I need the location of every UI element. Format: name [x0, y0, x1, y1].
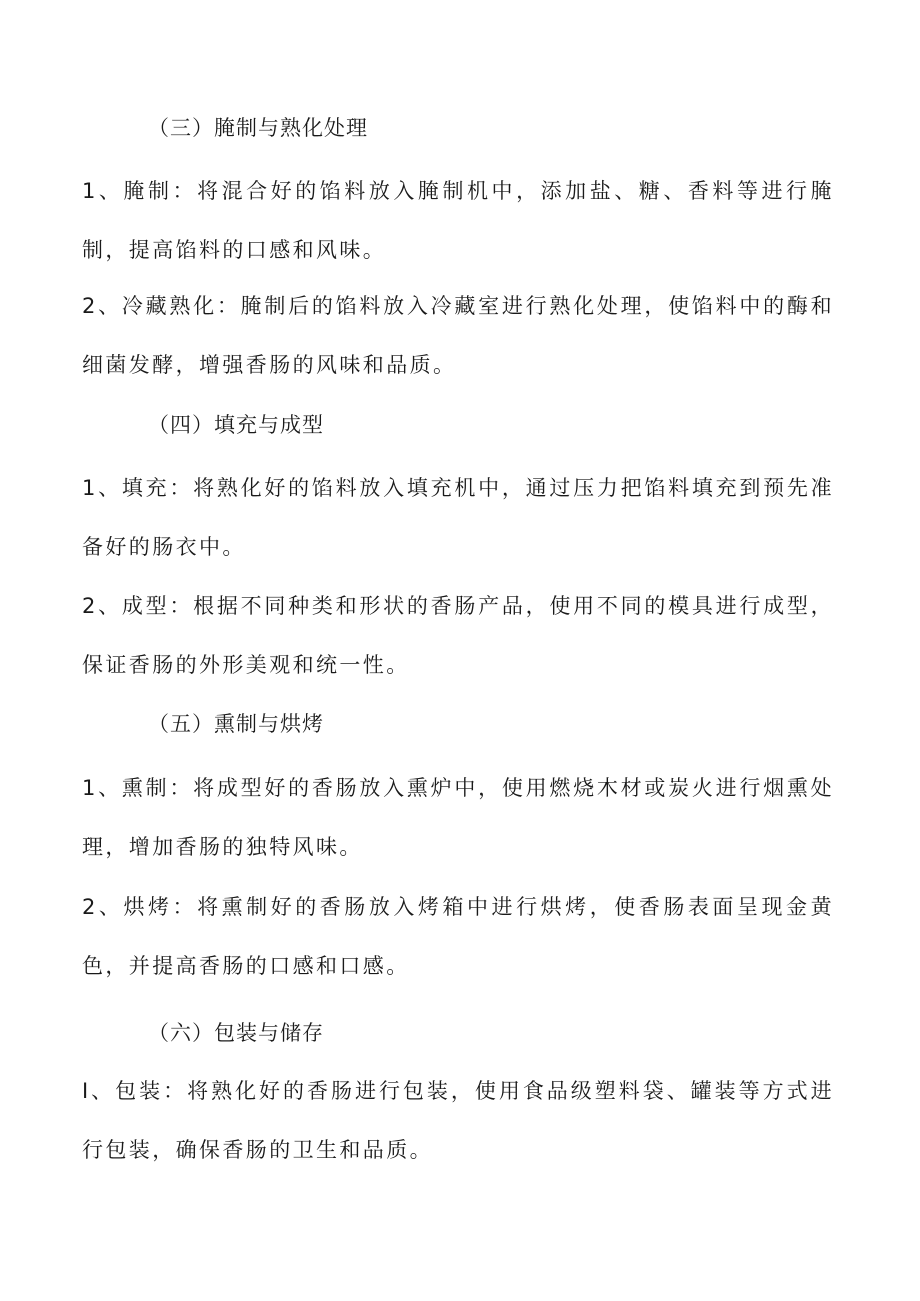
- section-heading-4: （四）填充与成型: [148, 413, 324, 437]
- paragraph-smoking: 1、熏制：将成型好的香肠放入熏炉中，使用燃烧木材或炭火进行烟熏处理，增加香肠的独特风味。: [82, 776, 834, 859]
- paragraph-forming: 2、成型：根据不同种类和形状的香肠产品，使用不同的模具进行成型，保证香肠的外形美观和统一性。: [82, 594, 834, 677]
- paragraph-packaging: I、包装：将熟化好的香肠进行包装，使用食品级塑料袋、罐装等方式进行包装，确保香肠的卫生和品质。: [82, 1079, 834, 1162]
- section-heading-5: （五）熏制与烘烤: [148, 712, 324, 736]
- paragraph-cold-aging: 2、冷藏熟化：腌制后的馅料放入冷藏室进行熟化处理，使馅料中的酶和细菌发酵，增强香肠的风味和品质。: [82, 294, 834, 377]
- section-heading-3: （三）腌制与熟化处理: [148, 116, 368, 140]
- section-heading-6: （六）包装与储存: [148, 1021, 324, 1045]
- paragraph-baking: 2、烘烤：将熏制好的香肠放入烤箱中进行烘烤，使香肠表面呈现金黄色，并提高香肠的口感和口感。: [82, 895, 834, 978]
- paragraph-pickling: 1、腌制：将混合好的馅料放入腌制机中，添加盐、糖、香料等进行腌制，提高馅料的口感和风味。: [82, 179, 834, 262]
- paragraph-filling: 1、填充：将熟化好的馅料放入填充机中，通过压力把馅料填充到预先准备好的肠衣中。: [82, 476, 834, 559]
